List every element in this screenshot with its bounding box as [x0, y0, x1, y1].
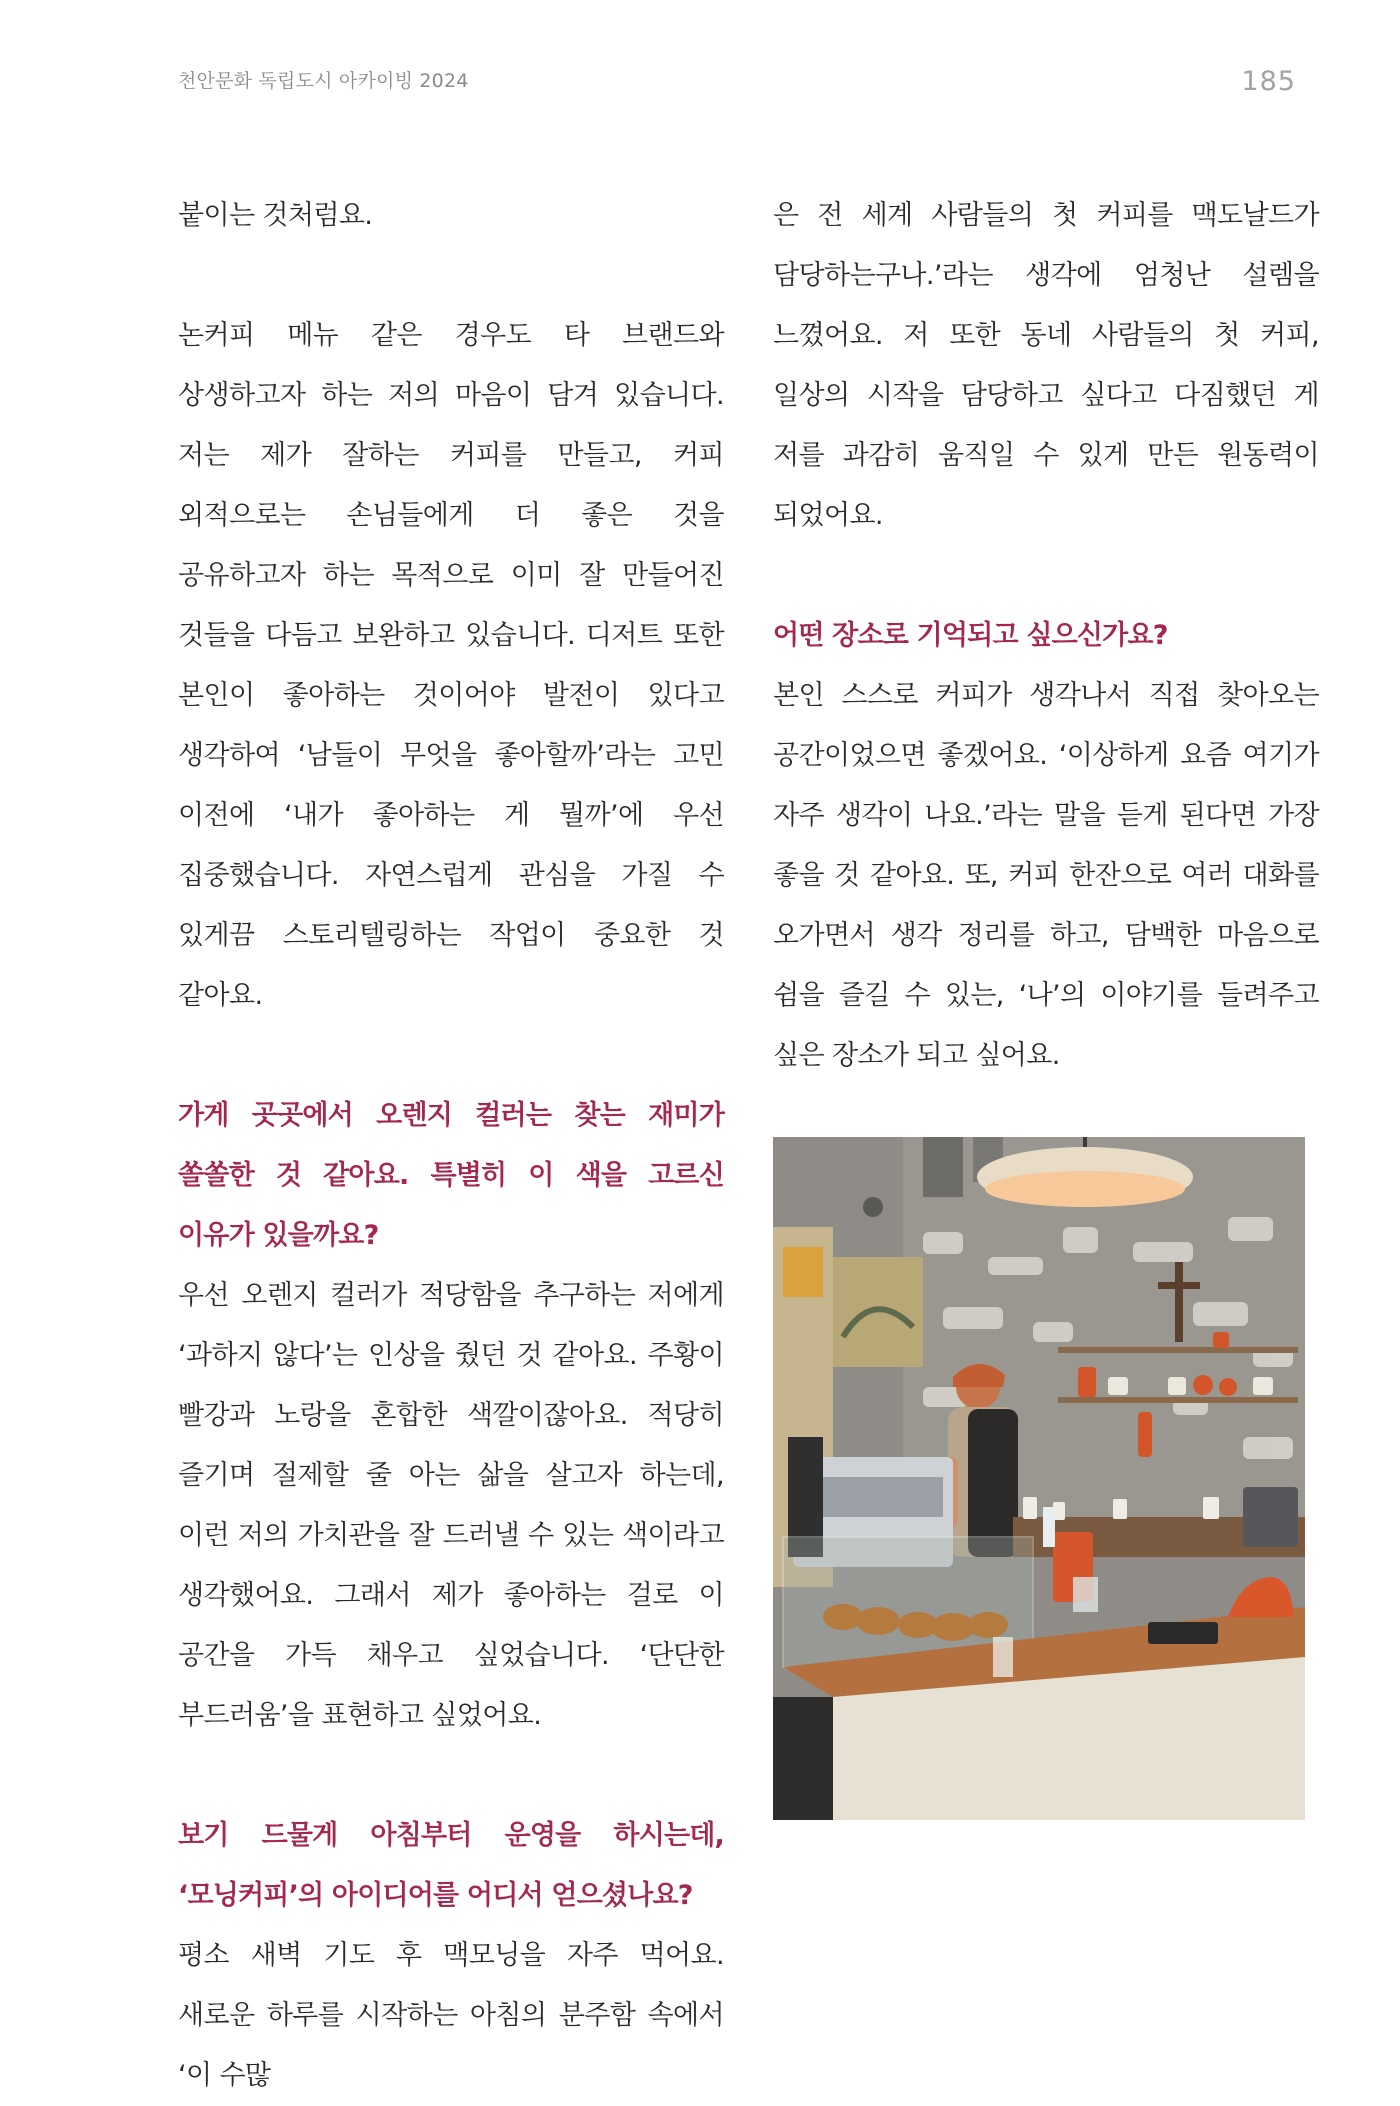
question-orange-color: 가게 곳곳에서 오렌지 컬러는 찾는 재미가 쏠쏠한 것 같아요. 특별히 이 색을 고르신 이유가 있을까요?: [178, 1100, 724, 1251]
left-column: [178, 186, 724, 2106]
paragraph-continued: 붙이는 것처럼요.: [178, 200, 373, 231]
answer-remembered-place: 본인 스스로 커피가 생각나서 직접 찾아오는 공간이었으면 좋겠어요. ‘이상하게 요즘 여기가 자주 생각이 나요.’라는 말을 듣게 된다면 가장 좋을 것 같아요. 또, 커피 한잔으로 여러 대화를 오가면서 생각 정리를 하고, 담백한 마음으로 쉼을 즐길 수 있는, ‘나’의 이야기를 들려주고 싶은 장소가 되고 싶어요.: [773, 680, 1319, 1071]
question-morning-coffee: 보기 드물게 아침부터 운영을 하시는데, ‘모닝커피’의 아이디어를 어디서 얻으셨나요?: [178, 1820, 724, 1911]
right-column: [773, 186, 1319, 1086]
question-remembered-place: 어떤 장소로 기억되고 싶으신가요?: [773, 620, 1168, 651]
answer-morning-coffee-continued: 은 전 세계 사람들의 첫 커피를 맥도날드가 담당하는구나.’라는 생각에 엄청난 설렘을 느꼈어요. 저 또한 동네 사람들의 첫 커피, 일상의 시작을 담당하고 싶다고 다짐했던 게 저를 과감히 움직일 수 있게 만든 원동력이 되었어요.: [773, 200, 1319, 531]
page-number: 185: [1241, 66, 1296, 97]
running-title: 천안문화 독립도시 아카이빙 2024: [178, 70, 469, 92]
answer-morning-coffee: 평소 새벽 기도 후 맥모닝을 자주 먹어요. 새로운 하루를 시작하는 아침의 분주함 속에서 ‘이 수많: [178, 1940, 724, 2091]
paragraph-non-coffee: 논커피 메뉴 같은 경우도 타 브랜드와 상생하고자 하는 저의 마음이 담겨 있습니다. 저는 제가 잘하는 커피를 만들고, 커피 외적으로는 손님들에게 더 좋은 것을 공유하고자 하는 목적으로 이미 잘 만들어진 것들을 다듬고 보완하고 있습니다. 디저트 또한 본인이 좋아하는 것이어야 발전이 있다고 생각하여 ‘남들이 무엇을 좋아할까’라는 고민 이전에 ‘내가 좋아하는 게 뭘까’에 우선 집중했습니다. 자연스럽게 관심을 가질 수 있게끔 스토리텔링하는 작업이 중요한 것 같아요.: [178, 320, 724, 1011]
cafe-interior-photo: [773, 1137, 1305, 1820]
answer-orange-color: 우선 오렌지 컬러가 적당함을 추구하는 저에게 ‘과하지 않다’는 인상을 줬던 것 같아요. 주황이 빨강과 노랑을 혼합한 색깔이잖아요. 적당히 즐기며 절제할 줄 아는 삶을 살고자 하는데, 이런 저의 가치관을 잘 드러낼 수 있는 색이라고 생각했어요. 그래서 제가 좋아하는 걸로 이 공간을 가득 채우고 싶었습니다. ‘단단한 부드러움’을 표현하고 싶었어요.: [178, 1280, 724, 1731]
